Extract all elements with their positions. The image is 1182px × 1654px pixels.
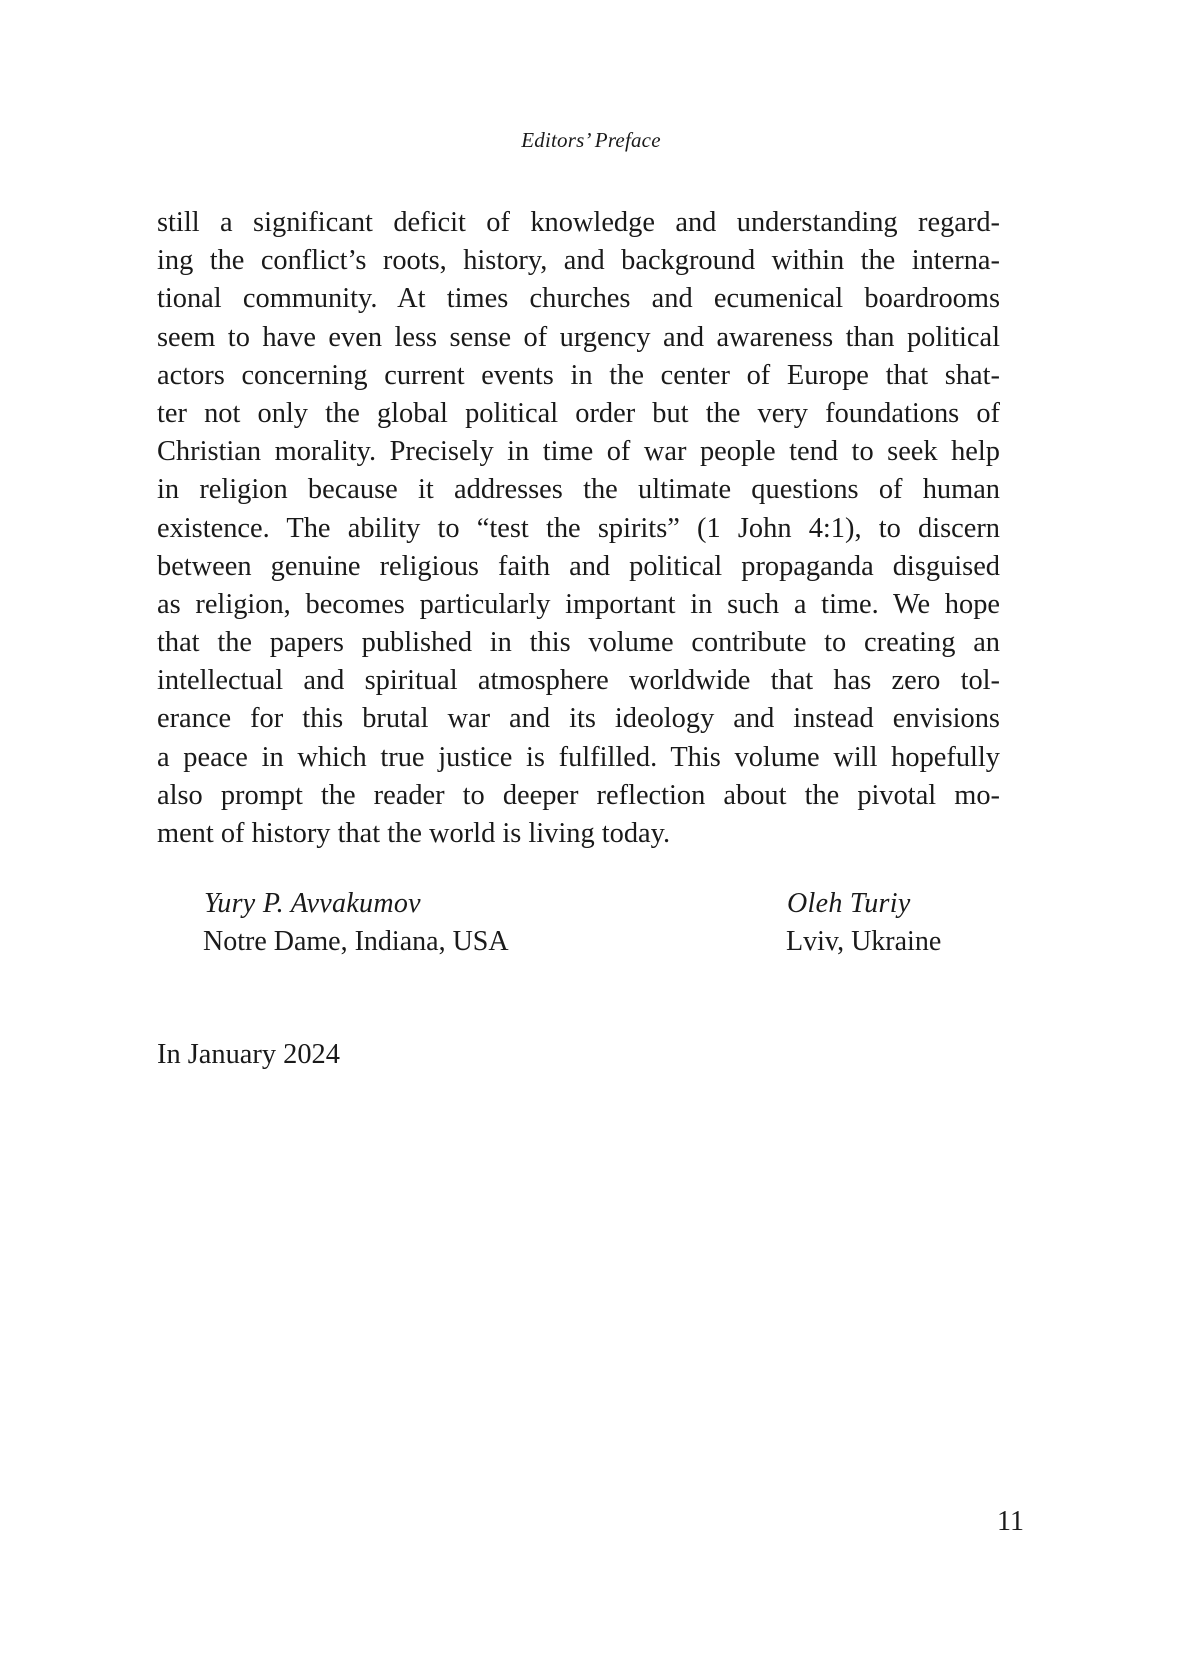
preface-paragraph: [157, 204, 1000, 853]
running-header: Editors’ Preface: [521, 128, 661, 152]
paragraph-line: ter not only the global political order but the very foundations of: [157, 397, 1000, 429]
date-line: In January 2024: [157, 1039, 340, 1070]
left-signatory-place: Notre Dame, Indiana, USA: [203, 926, 509, 957]
paragraph-line: between genuine religious faith and political propaganda disguised: [157, 550, 1000, 582]
paragraph-line: actors concerning current events in the center of Europe that shat-: [157, 359, 1000, 391]
left-signatory-name: Yury P. Avvakumov: [204, 888, 421, 919]
paragraph-line: existence. The ability to “test the spirits” (1 John 4:1), to discern: [157, 512, 1000, 544]
paragraph-line: Christian morality. Precisely in time of war people tend to seek help: [157, 436, 1000, 468]
paragraph-line: still a significant deficit of knowledge and understanding regard-: [157, 207, 1000, 238]
paragraph-line: intellectual and spiritual atmosphere worldwide that has zero tol-: [157, 665, 1000, 697]
paragraph-line: a peace in which true justice is fulfilled. This volume will hopefully: [157, 741, 1000, 773]
right-signatory-place: Lviv, Ukraine: [786, 926, 942, 957]
paragraph-line: tional community. At times churches and ecumenical boardrooms: [157, 283, 1000, 315]
paragraph-line: also prompt the reader to deeper reflection about the pivotal mo-: [157, 779, 1000, 811]
paragraph-line: that the papers published in this volume contribute to creating an: [157, 627, 1000, 659]
right-signatory-name: Oleh Turiy: [787, 888, 911, 919]
page-number: 11: [997, 1506, 1024, 1537]
paragraph-line: as religion, becomes particularly important in such a time. We hope: [157, 588, 1000, 620]
paragraph-line: in religion because it addresses the ultimate questions of human: [157, 474, 1000, 506]
paragraph-line: seem to have even less sense of urgency and awareness than political: [157, 321, 1000, 353]
paragraph-line: erance for this brutal war and its ideology and instead envisions: [157, 703, 1000, 735]
paragraph-line: ing the conflict’s roots, history, and background within the interna-: [157, 245, 1000, 277]
paragraph-line: ment of history that the world is living today.: [157, 818, 671, 849]
